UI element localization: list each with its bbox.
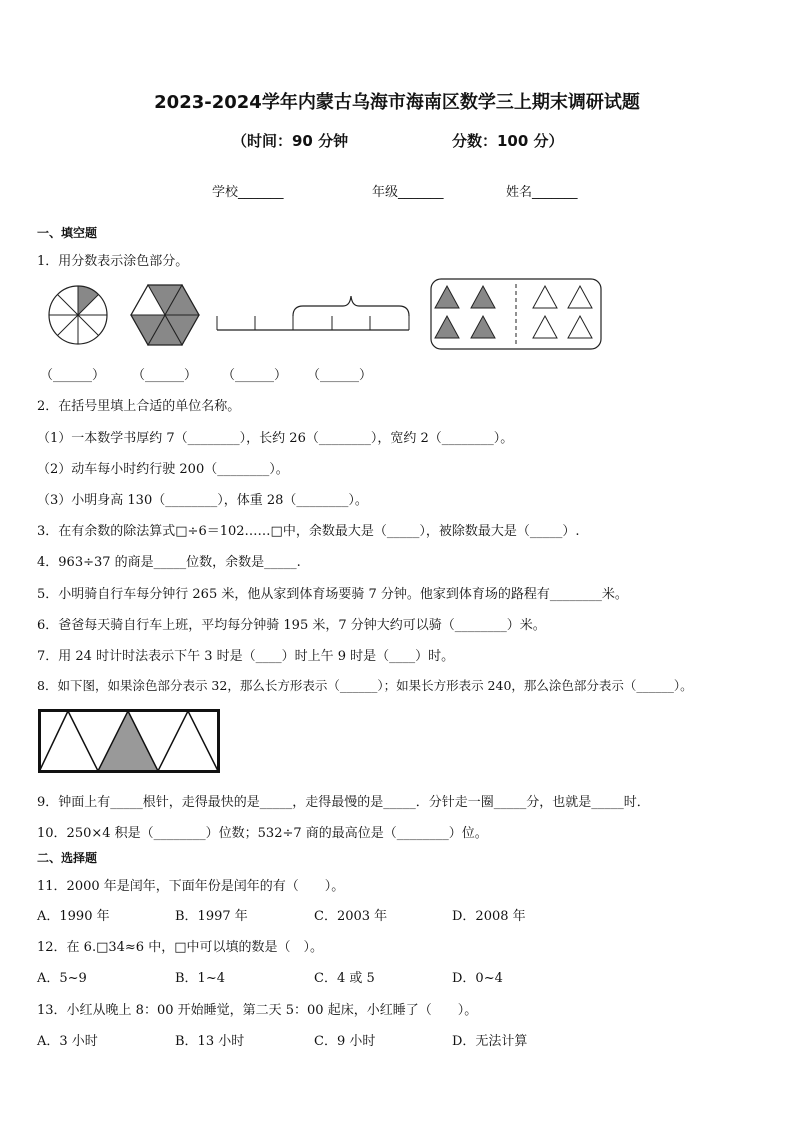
q13-option-c: C．9 小时 — [314, 1034, 376, 1049]
exam-score: 分数：100 分） — [452, 132, 564, 150]
q12-option-a: A．5~9 — [37, 971, 87, 986]
section-heading-choice: 二、选择题 — [37, 851, 98, 865]
hexagon-fraction-figure — [130, 283, 200, 347]
question-2-1: （1）一本数学书厚约 7（________），长约 26（________），宽约 2（________）。 — [37, 431, 514, 446]
section-heading-fill-in: 一、填空题 — [37, 226, 98, 240]
q11-option-a: A．1990 年 — [37, 909, 110, 924]
rectangle-triangles-figure — [38, 709, 220, 773]
question-4: 4．963÷37 的商是_____位数，余数是_____. — [37, 555, 301, 570]
question-7: 7．用 24 时计时法表示下午 3 时是（____）时上午 9 时是（____）时。 — [37, 649, 455, 664]
question-1: 1．用分数表示涂色部分。 — [37, 254, 189, 269]
q13-option-a: A．3 小时 — [37, 1034, 98, 1049]
question-2-3: （3）小明身高 130（________），体重 28（________）。 — [37, 493, 368, 508]
question-6: 6．爸爸每天骑自行车上班，平均每分钟骑 195 米，7 分钟大约可以骑（________）米。 — [37, 618, 546, 633]
question-10: 10．250×4 积是（________）位数；532÷7 商的最高位是（________）位。 — [37, 826, 488, 841]
question-8: 8．如下图，如果涂色部分表示 32，那么长方形表示（______）；如果长方形表示 240，那么涂色部分表示（______）。 — [37, 678, 693, 693]
question-12: 12．在 6.□34≈6 中，□中可以填的数是（ ）。 — [37, 940, 323, 955]
question-9: 9．钟面上有_____根针，走得最快的是_____，走得最慢的是_____．分针走一圈_____分，也就是_____时． — [37, 795, 650, 810]
q12-option-d: D．0~4 — [452, 971, 503, 986]
school-field: 学校_______ — [212, 185, 284, 200]
q1-blank-3: （______） — [222, 368, 288, 383]
q11-option-d: D．2008 年 — [452, 909, 526, 924]
question-13: 13．小红从晚上 8：00 开始睡觉，第二天 5：00 起床，小红睡了（ ）。 — [37, 1003, 478, 1018]
name-field: 姓名_______ — [506, 185, 578, 200]
circle-fraction-figure — [47, 284, 109, 346]
q12-option-b: B．1~4 — [175, 971, 225, 986]
q11-option-c: C．2003 年 — [314, 909, 388, 924]
segment-brace-figure — [215, 294, 411, 334]
q12-option-c: C．4 或 5 — [314, 971, 375, 986]
question-3: 3．在有余数的除法算式□÷6＝102……□中，余数最大是（_____），被除数最大是（_____）. — [37, 524, 580, 539]
q1-blank-4: （______） — [307, 368, 373, 383]
q13-option-b: B．13 小时 — [175, 1034, 245, 1049]
question-5: 5．小明骑自行车每分钟行 265 米，他从家到体育场要骑 7 分钟。他家到体育场的路程有________米。 — [37, 587, 628, 602]
q1-blank-1: （______） — [40, 368, 106, 383]
triangles-group-figure — [430, 278, 602, 350]
page-title: 2023-2024学年内蒙古乌海市海南区数学三上期末调研试题 — [154, 92, 640, 113]
grade-field: 年级_______ — [372, 185, 444, 200]
q13-option-d: D．无法计算 — [452, 1034, 528, 1049]
q11-option-b: B．1997 年 — [175, 909, 248, 924]
q1-blank-2: （______） — [132, 368, 198, 383]
question-2-2: （2）动车每小时约行驶 200（________）。 — [37, 462, 289, 477]
question-11: 11．2000 年是闰年，下面年份是闰年的有（ ）。 — [37, 879, 345, 894]
exam-time: （时间：90 分钟 — [232, 132, 349, 150]
question-2: 2．在括号里填上合适的单位名称。 — [37, 399, 241, 414]
